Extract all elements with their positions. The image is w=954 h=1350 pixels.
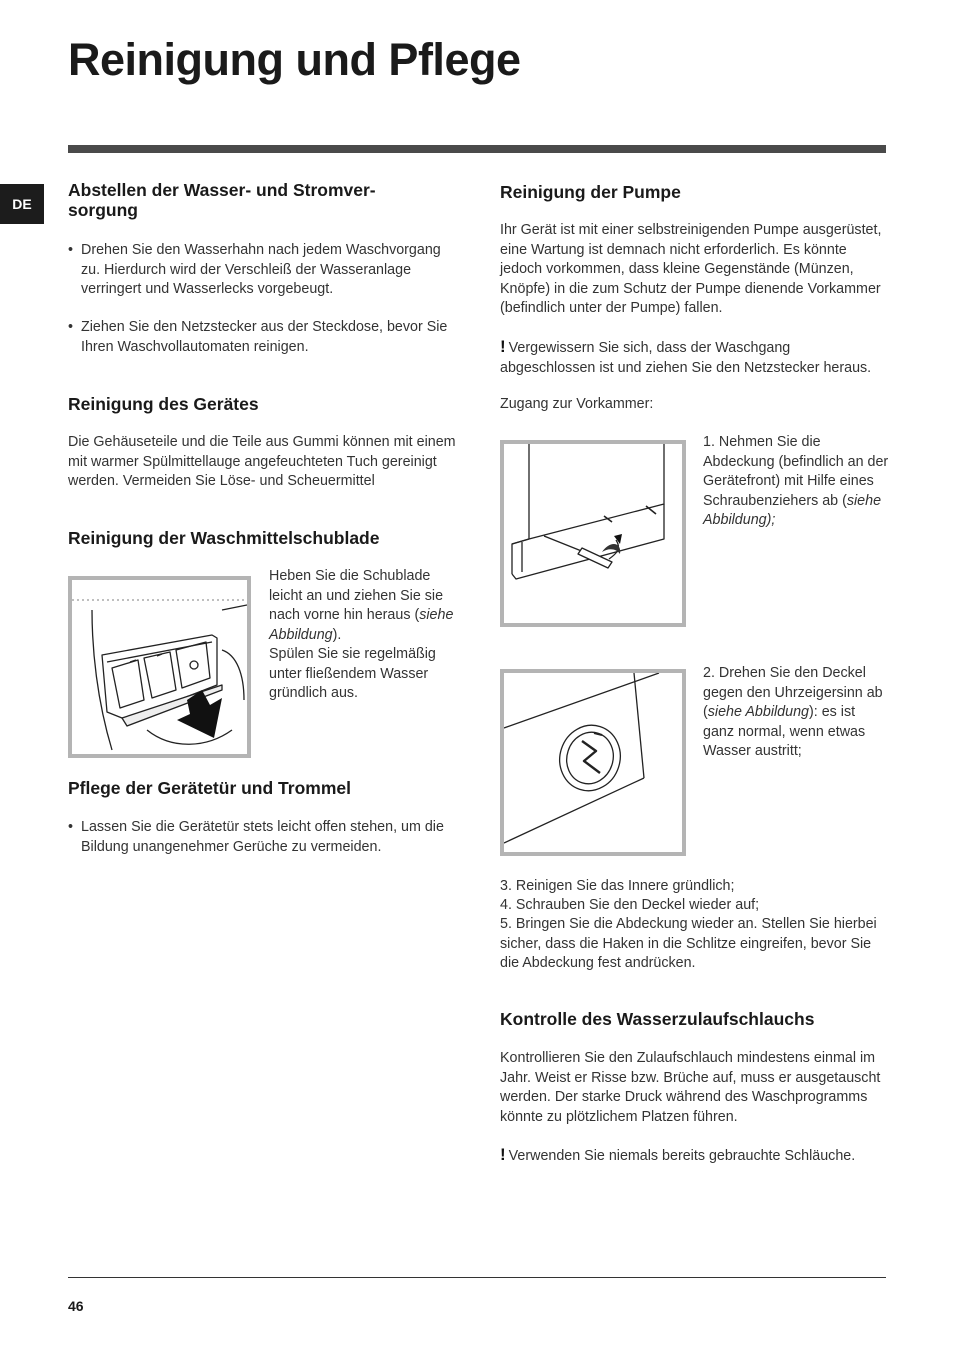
figure-reference: siehe Abbildung (707, 704, 809, 720)
heading-pump-cleaning: Reinigung der Pumpe (500, 182, 681, 202)
water-power-list-2 (68, 318, 460, 357)
warning-icon: ! (500, 1145, 506, 1164)
warning-icon: ! (500, 337, 506, 356)
cover-removal-illustration (500, 440, 686, 627)
heading-device-cleaning: Reinigung des Gerätes (68, 394, 259, 414)
heading-drawer-cleaning: Reinigung der Waschmittelschublade (68, 528, 380, 548)
lid-unscrew-drawing (504, 673, 682, 852)
heading-door-drum: Pflege der Gerätetür und Trommel (68, 778, 351, 798)
step-5: 5. Bringen Sie die Abdeckung wieder an. Stellen Sie hierbei sicher, dass die Haken in die Schlitze eingreifen, bevor Sie die Abdeckung fest andrücken. (500, 916, 877, 971)
page-number: 46 (68, 1298, 84, 1314)
pump-warning: ! Vergewissern Sie sich, dass der Waschgang abgeschlossen ist und ziehen Sie den Netzstecker heraus. (500, 337, 872, 376)
drawer-illustration (68, 576, 251, 758)
step-1: 1. Nehmen Sie die Abdeckung (befindlich an der Gerätefront) mit Hilfe eines Schraubenziehers ab (siehe Abbildung); (703, 434, 889, 528)
language-tab: DE (0, 184, 44, 224)
figure-reference: siehe Abbildung (703, 492, 882, 528)
drawer-instruction: Heben Sie die Schublade leicht an und ziehen Sie sie nach vorne hin heraus (siehe Abbildung). Spülen Sie sie regelmäßig unter fließendem Wasser gründlich aus. (269, 568, 454, 701)
step-3: 3. Reinigen Sie das Innere gründlich; (500, 878, 735, 894)
pump-intro: Ihr Gerät ist mit einer selbstreinigenden Pumpe ausgerüstet, eine Wartung ist demnach nicht erforderlich. Es könnte jedoch vorkommen, dass kleine Gegenstände (Münzen, Knöpfe) in die zum Schutz der Pumpe dienende Vorkammer (befindlich unter der Pumpe) fallen. (500, 222, 882, 316)
list-item: • Drehen Sie den Wasserhahn nach jedem Waschvorgang zu. Hierdurch wird der Verschleiß der Wasseranlage verringert und Wasserlecks vorgebeugt. (68, 241, 460, 300)
list-item: • Lassen Sie die Gerätetür stets leicht offen stehen, um die Bildung unangenehmer Gerüche zu vermeiden. (68, 818, 460, 857)
page-title: Reinigung und Pflege (68, 34, 521, 85)
lid-unscrew-illustration (500, 669, 686, 856)
hose-check-text: Kontrollieren Sie den Zulaufschlauch mindestens einmal im Jahr. Weist er Risse bzw. Brüche auf, muss er ausgetauscht werden. Der starke Druck während des Waschprogramms könnte zu plötzlichem Platzen führen. (500, 1050, 881, 1125)
water-power-list (68, 241, 460, 300)
device-cleaning-text: Die Gehäuseteile und die Teile aus Gummi können mit einem mit warmer Spülmittellauge angefeuchteten Tuch gereinigt werden. Vermeiden Sie Löse- und Scheuermittel (68, 434, 456, 489)
drawer-drawing (72, 580, 247, 754)
heading-water-power: Abstellen der Wasser- und Stromver-sorgung (68, 180, 376, 220)
cover-removal-drawing (504, 444, 682, 623)
access-label: Zugang zur Vorkammer: (500, 396, 654, 412)
step-4: 4. Schrauben Sie den Deckel wieder auf; (500, 897, 760, 913)
figure-reference: siehe Abbildung (269, 607, 454, 643)
hose-warning: ! Verwenden Sie niemals bereits gebrauchte Schläuche. (500, 1145, 856, 1164)
list-item: • Ziehen Sie den Netzstecker aus der Steckdose, bevor Sie Ihren Waschvollautomaten reinigen. (68, 318, 460, 357)
footer-rule (68, 1277, 886, 1278)
door-drum-list (68, 818, 460, 857)
heading-hose-check: Kontrolle des Wasserzulaufschlauchs (500, 1009, 815, 1029)
title-divider-bar (68, 145, 886, 153)
step-2: 2. Drehen Sie den Deckel gegen den Uhrzeigersinn ab (siehe Abbildung): es ist ganz normal, wenn etwas Wasser austritt; (703, 665, 883, 759)
